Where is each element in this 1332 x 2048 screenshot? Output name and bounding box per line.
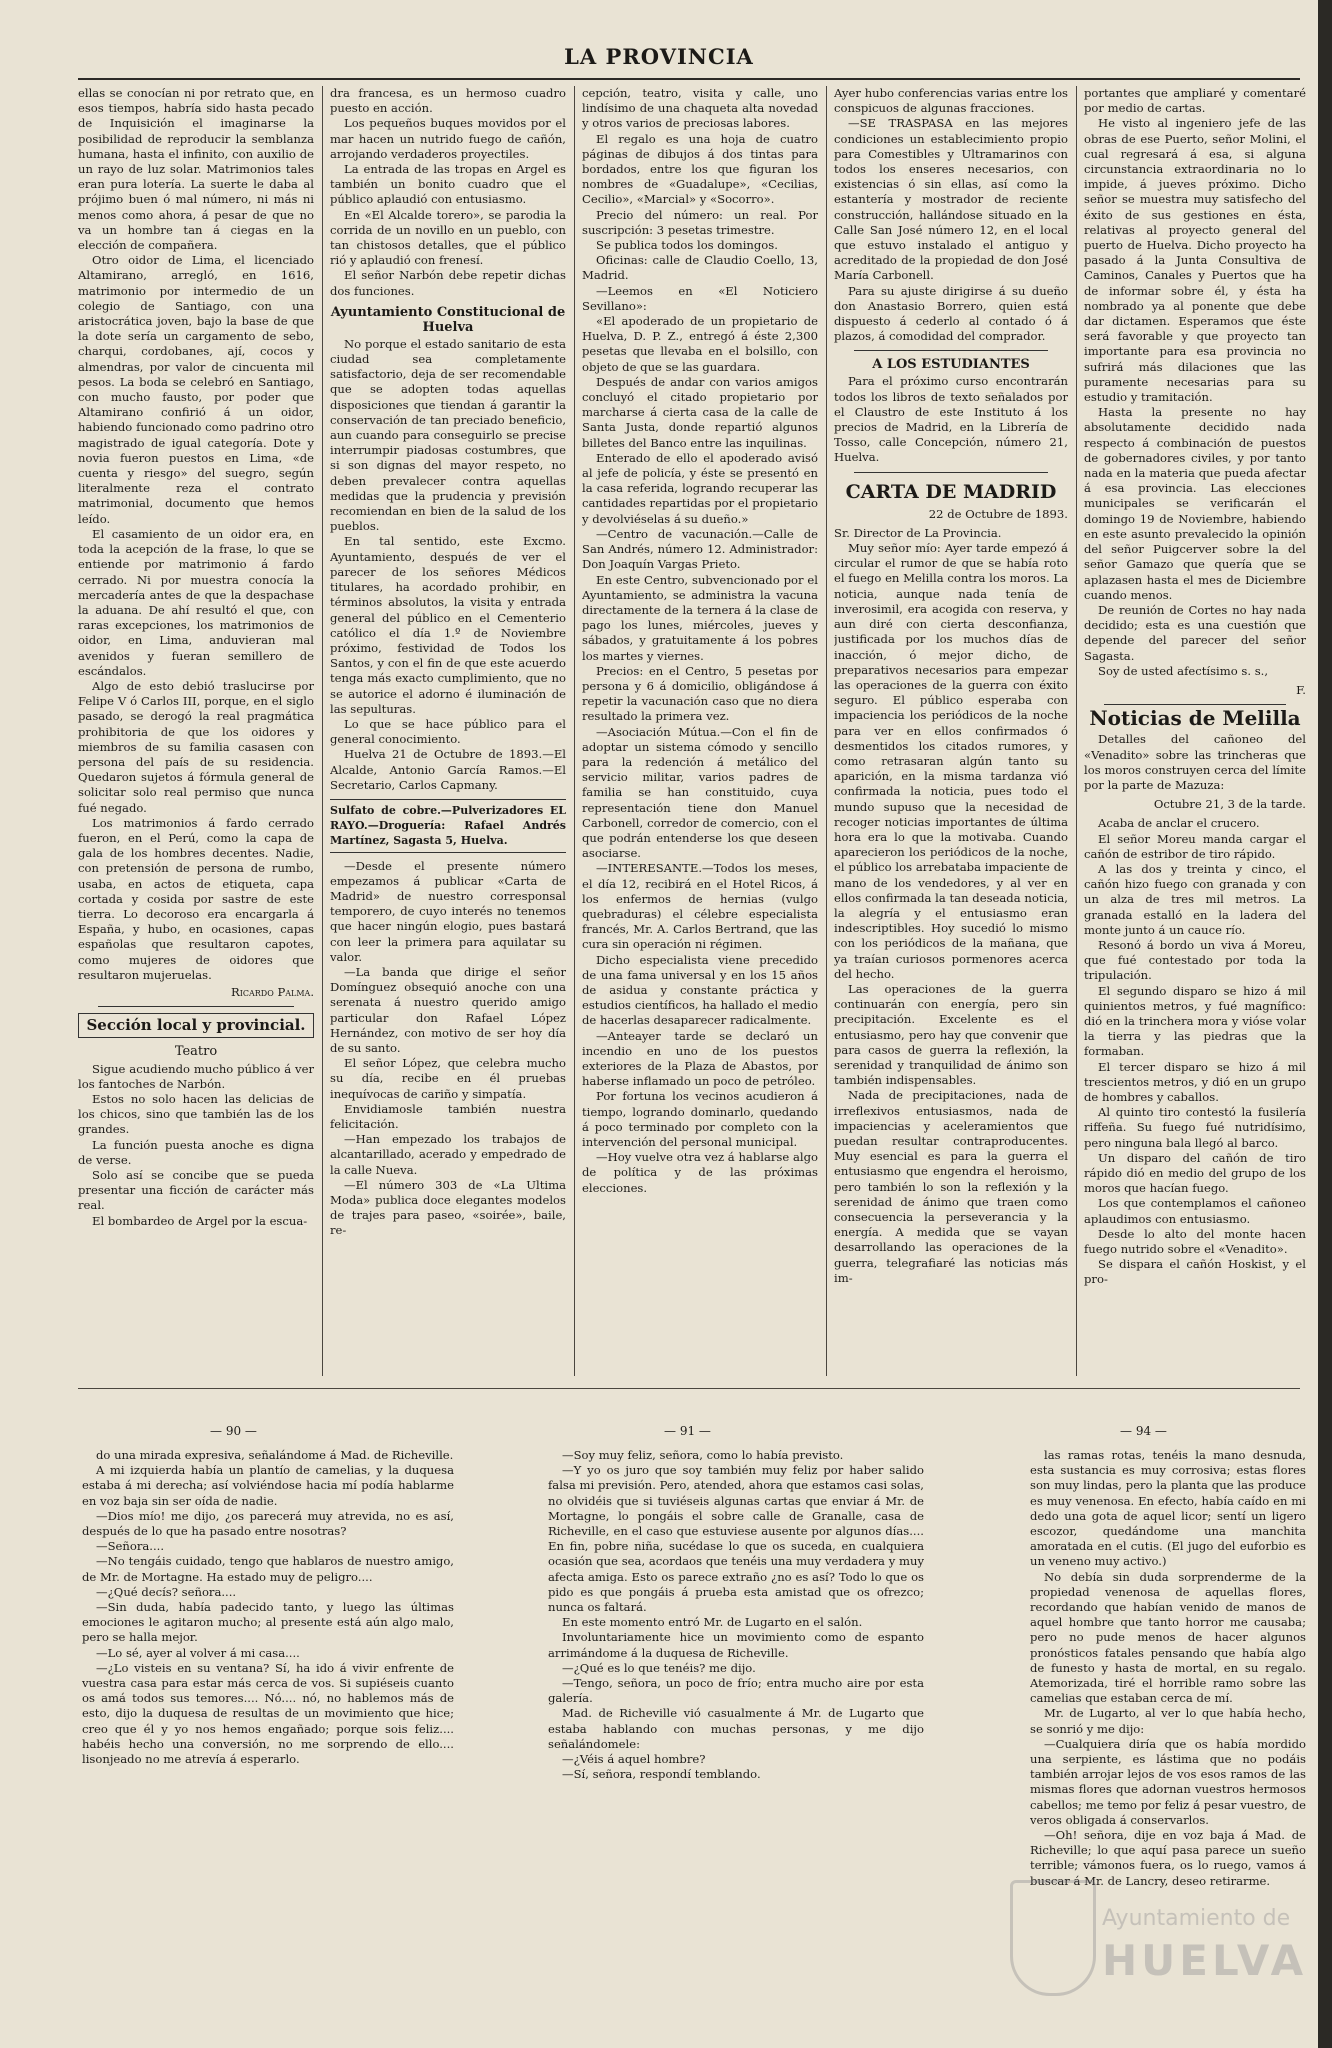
paragraph: ellas se conocían ni por retrato que, en esos tiempos, habría sido hasta pecado de Inquisición el imaginarse la posibilidad de reproducir la semblanza humana, hasta el infinito, con auxilio de un rayo de luz solar. Matrimonios tales eran pura lotería. La suerte le daba al prójimo buen ó mal número, ni más ni menos como ahora, á pesar de que no va un hombre tan á ciegas en la elección de compañera. [78, 86, 314, 253]
masthead-title: LA PROVINCIA [564, 44, 754, 69]
paragraph: —¿Lo visteis en su ventana? Sí, ha ido á vivir enfrente de vuestra casa para estar más cerca de vos. Si supiéseis cuanto os amá todos sus temores.... Nó.... nó, no hablemos más de esto, dijo la duquesa de resultas de un movimiento que hice; creo que él y yo nos hemos engañado; porque sois feliz.... habéis hecho una conversión, no me sorprendo de ello.... lisonjeado no me atrevía á esperarlo. [82, 1660, 454, 1767]
paragraph: Otro oidor de Lima, el licenciado Altamirano, arregló, en 1616, matrimonio por intermedio de un colegio de Santiago, con una aristocrática joven, bajo la base de que la dote sería un cargamento de sebo, charqui, cordobanes, ají, cocos y almendras, por valor de cincuenta mil pesos. La boda se celebró en Santiago, con mucho fausto, por poder que Altamirano confirió á un oidor, habiendo funcionado como padrino otro magistrado de igual categoría. Dote y novia fueron puestos en Lima, «de cuenta y riesgo» del suegro, según literalmente reza el contrato matrimonial, documento que hemos leído. [78, 253, 314, 526]
paragraph: El bombardeo de Argel por la escua- [92, 1213, 308, 1228]
signature: Ricardo Palma. [230, 984, 314, 999]
paragraph: Precio del número: un real. Por suscripción: 3 pesetas trimestre. [582, 207, 818, 237]
paragraph: —¿Véis á aquel hombre? [562, 1752, 706, 1767]
column-1 [78, 86, 314, 1376]
paragraph: —Sí, señora, respondí temblando. [562, 1767, 761, 1782]
divider [1104, 704, 1286, 705]
paragraph: El señor Narbón debe repetir dichas dos funciones. [330, 268, 566, 298]
paragraph: —La banda que dirige el señor Domínguez obsequió anoche con una serenata á nuestro querido amigo particular don Rafael López Hernández, con motivo de ser hoy día de su santo. [330, 964, 566, 1055]
paragraph: —Han empezado los trabajos de alcantarillado, acerado y empedrado de la calle Nueva. [330, 1132, 566, 1177]
paragraph: En «El Alcalde torero», se parodia la corrida de un novillo en un pueblo, con tan chistosos detalles, que el público rió y aplaudió con frenesí. [330, 207, 566, 268]
paragraph: Muy señor mío: Ayer tarde empezó á circular el rumor de que se había roto el fuego en Melilla contra los moros. La noticia, aunque nada tenía de inverosimil, era acogida con reserva, y aun diré con cierta desconfianza, justificada por los muchos días de inacción, ó mejor dicho, de preparativos necesarios para empezar las operaciones de la guerra con éxito seguro. El público esperaba con impaciencia los periódicos de la noche para ver en ellos confirmados ó desmentidos los citados rumores, y como retrasaran algún tanto su aparición, en la misma tardanza vió confirmada la noticia, pues todo el mundo supuso que la necesidad de recoger noticias importantes de última hora era lo que la motivaba. Cuando aparecieron los periódicos de la noche, el público los arrebataba impaciente de mano de los vendedores, y al ver en ellos confirmada la tan deseada noticia, la alegría y el entusiasmo eran indescriptibles. Hoy sucedió lo mismo con los periódicos de la mañana, que ya traían curiosos pormenores acerca del hecho. [834, 541, 1068, 981]
feuilleton-middle [548, 1448, 924, 1918]
paragraph: Resonó á bordo un viva á Moreu, que fué contestado por toda la tripulación. [1084, 937, 1306, 983]
paragraph: Algo de esto debió traslucirse por Felipe V ó Carlos III, porque, en el siglo pasado, se derogó la real pragmática prohibitoria de que los oidores y miembros de su familia casasen con persona del país de su residencia. Quedaron sujetos á fórmula general de solicitar solo real permiso que nunca fué negado. [78, 678, 314, 815]
paragraph: Sigue acudiendo mucho público á ver los fantoches de Narbón. [78, 1061, 314, 1091]
paragraph: El casamiento de un oidor era, en toda la acepción de la frase, lo que se entiende por matrimonio á fardo cerrado. Ni por muestra conocía la mercadería antes de que la despachase la aduana. De ahí resultó el que, con raras excepciones, los matrimonios de oidor, en Lima, anduvieran mal avenidos y fueran semillero de escándalos. [78, 526, 314, 678]
column-2 [330, 86, 566, 1376]
paragraph: Envidiamosle también nuestra felicitación. [330, 1101, 566, 1131]
paragraph: El segundo disparo se hizo á mil quinientos metros, y fué magnífico: dió en la trinchera mora y vióse volar la tierra y las piedras que la formaban. [1084, 983, 1306, 1059]
paragraph: No debía sin duda sorprenderme de la propiedad venenosa de aquellas flores, recordando que habían venido de manos de aquel hombre que tanto horror me causaba; pero no pude menos de hacer algunos pronósticos fatales pensando que había algo de funesto y hasta de mortal, en su regalo. Atemorizada, tiré el horrible ramo sobre las camelias que estaban cerca de mí. [1030, 1569, 1306, 1706]
paragraph: Los que contemplamos el cañoneo aplaudimos con entusiasmo. [1084, 1196, 1306, 1226]
article-heading: Ayuntamiento Constitucional de Huelva [330, 304, 566, 335]
paragraph: las ramas rotas, tenéis la mano desnuda, esta sustancia es muy corrosiva; estas flores son muy lindas, pero la planta que las produce es muy venenosa. En efecto, había caído en mi dedo una gota de aquel licor; sentí un ligero escozor, quedándome una manchita amoratada en el cutis. (El jugo del euforbio es un veneno muy activo.) [1030, 1448, 1306, 1569]
paragraph: En tal sentido, este Excmo. Ayuntamiento, después de ver el parecer de los señores Médicos titulares, ha acordado prohibir, en términos absolutos, la visita y entrada general del público en el Cementerio católico el día 1.º de Noviembre próximo, festividad de Todos los Santos, y con el fin de que este acuerdo tenga más exacto cumplimiento, que no se autorice el adorno é iluminación de las sepulturas. [330, 534, 566, 716]
paragraph: portantes que ampliaré y comentaré por medio de cartas. [1084, 86, 1306, 116]
paragraph: En este momento entró Mr. de Lugarto en el salón. [562, 1615, 863, 1630]
paragraph: Enterado de ello el apoderado avisó al jefe de policía, y éste se presentó en la casa referida, logrando recuperar las cantidades repartidas por el propietario y devolviéselas á su dueño.» [582, 450, 818, 526]
paragraph: Se publica todos los domingos. [596, 238, 778, 253]
paragraph: Para su ajuste dirigirse á su dueño don Anastasio Borrero, quien está dispuesto á cederlo al contado ó á plazos, á comodidad del comprador. [834, 283, 1068, 344]
paragraph: Soy de usted afectísimo s. s., [1098, 663, 1269, 678]
paragraph: El regalo es una hoja de cuatro páginas de dibujos á dos tintas para bordados, entre los que figuran los nombres de «Guadalupe», «Cecilias, Cecilio», «Marcial» y «Socorro». [582, 131, 818, 207]
paragraph: En este Centro, subvencionado por el Ayuntamiento, se administra la vacuna directamente de la ternera á la clase de pago los lunes, miércoles, jueves y sábados, y gratuitamente á los pobres los martes y viernes. [582, 572, 818, 663]
paragraph: —Y yo os juro que soy también muy feliz por haber salido falsa mi previsión. Pero, atended, ahora que estamos casi solas, no olvidéis que si tuviéseis algunas cartas que enviar á Mr. de Mortagne, lo pongáis el sobre calle de Granalle, casa de Richeville, en el caso que estuviese ausente por algunos días.... En fin, pobre niña, sucédase lo que os suceda, en cualquiera ocasión que sea, acordaos que tenéis una muy verdadera y muy afecta amiga. Esto os parece extraño ¿no es así? Todo lo que os pido es que pongáis á prueba esta amistad que os ofrezco; nunca os faltará. [548, 1463, 924, 1615]
carta-recipient: Sr. Director de La Provincia. [834, 525, 1002, 540]
page-number: — 90 — [210, 1424, 257, 1438]
paragraph: Las operaciones de la guerra continuarán con energía, pero sin precipitación. Excelente es el entusiasmo, pero hay que convenir que para casos de guerra la reflexión, la serenidad y tranquilidad de ánimo son también indispensables. [834, 981, 1068, 1088]
box-title: A LOS ESTUDIANTES [872, 357, 1030, 373]
paragraph: A las dos y treinta y cinco, el cañón hizo fuego con granada y con un alza de tres mil metros. La granada estalló en la ladera del monte junto á un cauce río. [1084, 861, 1306, 937]
paragraph: Por fortuna los vecinos acudieron á tiempo, logrando dominarlo, quedando á poco terminado por completo con la intervención del personal municipal. [582, 1089, 818, 1150]
paragraph: —Lo sé, ayer al volver á mi casa.... [96, 1645, 300, 1660]
paragraph: Huelva 21 de Octubre de 1893.—El Alcalde, Antonio García Ramos.—El Secretario, Carlos Capmany. [330, 747, 566, 792]
paragraph: El señor Moreu manda cargar el cañón de estribor de tiro rápido. [1084, 831, 1306, 861]
paragraph: —Hoy vuelve otra vez á hablarse algo de política y de las próximas elecciones. [582, 1150, 818, 1195]
paragraph: —No tengáis cuidado, tengo que hablaros de nuestro amigo, de Mr. de Mortagne. Ha estado muy de peligro.... [82, 1554, 454, 1584]
paragraph: Los pequeños buques movidos por el mar hacen un nutrido fuego de cañón, arrojando verdaderos proyectiles. [330, 116, 566, 161]
paragraph: Después de andar con varios amigos concluyó el citado propietario por marcharse á cierta casa de la calle de Santa Justa, donde repartió algunos billetes del Banco entre las inquilinas. [582, 374, 818, 450]
paragraph: Solo así se concibe que se pueda presentar una ficción de carácter más real. [78, 1168, 314, 1213]
paragraph: Involuntariamente hice un movimiento como de espanto arrimándome á la duquesa de Richeville. [548, 1630, 924, 1660]
column-4 [834, 86, 1068, 1376]
feuilleton-separator [78, 1388, 1300, 1389]
column-5 [1084, 86, 1306, 1376]
paragraph: do una mirada expresiva, señalándome á Mad. de Richeville. [96, 1448, 454, 1462]
scan-edge [1318, 0, 1332, 2048]
column-rule [826, 86, 827, 1376]
dateline: Octubre 21, 3 de la tarde. [1153, 797, 1306, 812]
advertisement: Sulfato de cobre.—Pulverizadores EL RAYO.—Droguería: Rafael Andrés Martínez, Sagasta 5, Huelva. [330, 799, 566, 853]
paragraph: Lo que se hace público para el general conocimiento. [330, 716, 566, 747]
watermark-logo [1010, 1870, 1310, 2040]
paragraph: —Dios mío! me dijo, ¿os parecerá muy atrevida, no es así, después de lo que ha pasado entre nosotras? [82, 1508, 454, 1539]
divider [854, 350, 1048, 351]
paragraph: Para el próximo curso encontrarán todos los libros de texto señalados por el Claustro de este Instituto á los precios de Madrid, en la Librería de Tosso, calle Concepción, número 21, Huelva. [834, 374, 1068, 465]
coat-of-arms-icon [1010, 1880, 1096, 1996]
paragraph: —Sin duda, había padecido tanto, y luego las últimas emociones le agitaron mucho; al presente está aún algo malo, pero se halla mejor. [82, 1600, 454, 1645]
paragraph: —¿Qué es lo que tenéis? me dijo. [562, 1660, 756, 1675]
carta-date: 22 de Octubre de 1893. [928, 506, 1068, 521]
paragraph: De reunión de Cortes no hay nada decidido; esta es una cuestión que depende del parecer del señor Sagasta. [1084, 602, 1306, 663]
paragraph: Se dispara el cañón Hoskist, y el pro- [1084, 1257, 1306, 1287]
paragraph: He visto al ingeniero jefe de las obras de ese Puerto, señor Molini, el cual regresará á esa, si alguna circunstancia extraordinaria no lo impide, á jueves próximo. Dicho señor se muestra muy satisfecho del éxito de sus gestiones en ésta, relativas al proyecto general del puerto de Huelva. Dicho proyecto ha pasado á la Junta Consultiva de Caminos, Canales y Puertos que ha de informar sobre él, y ésta ha nombrado ya al ponente que debe dar dictamen. Esperamos que éste será favorable y que proyecto tan importante para esa provincia no sufrirá más dilaciones que las puramente necesarias para su estudio y tramitación. [1084, 116, 1306, 405]
melilla-title: Noticias de Melilla [1089, 706, 1301, 731]
paragraph: —Leemos en «El Noticiero Sevillano»: [582, 283, 818, 313]
col1-body [78, 86, 314, 983]
section-title: Sección local y provincial. [78, 1013, 314, 1038]
paragraph: —INTERESANTE.—Todos los meses, el día 12, recibirá en el Hotel Ricos, á los enfermos de hernias (vulgo quebraduras) el célebre especialista francés, Mr. A. Carlos Bertrand, que las cura sin operación ni régimen. [582, 861, 818, 952]
paragraph: «El apoderado de un propietario de Huelva, D. P. Z., entregó á éste 2,300 pesetas que llevaba en el bolsillo, con objeto de que se las guardara. [582, 314, 818, 374]
watermark-line2: HUELVA [1102, 1936, 1308, 1985]
feuilleton-left [82, 1448, 454, 1918]
paragraph: —Cualquiera diría que os había mordido una serpiente, es lástima que no podáis también arrojar lejos de vos esos ramos de las mismas flores que adornan vuestros hermosos cabellos; me temo por feliz á pesar vuestro, de veros obligada á conservarlos. [1030, 1736, 1306, 1827]
paragraph: —Soy muy feliz, señora, como lo había previsto. [562, 1448, 844, 1462]
paragraph: Al quinto tiro contestó la fusilería riffeña. Su fuego fué nutridísimo, pero ninguna bala llegó al barco. [1084, 1105, 1306, 1150]
paragraph: —Señora.... [96, 1539, 165, 1554]
paragraph: Detalles del cañoneo del «Venadito» sobre las trincheras que los moros construyen cerca del límite por la parte de Mazuza: [1084, 732, 1306, 792]
paragraph: El tercer disparo se hizo á mil trescientos metros, y dió en un grupo de hombres y caballos. [1084, 1059, 1306, 1104]
paragraph: —Tengo, señora, un poco de frío; entra mucho aire por esta galería. [548, 1676, 924, 1706]
paragraph: El señor López, que celebra mucho su día, recibe en él pruebas inequívocas de cariño y simpatía. [330, 1056, 566, 1101]
paragraph: —SE TRASPASA en las mejores condiciones un establecimiento propio para Comestibles y Ultramarinos con todos los enseres necesarios, con existencias ó sin ellas, así como la estantería y mostrador de reciente construcción, hallándose situado en la Calle San José número 12, en el local que estuvo instalado el antiguo y acreditado de la propiedad de don José María Carbonell. [834, 116, 1068, 283]
signature: F. [1296, 682, 1306, 697]
paragraph: Desde lo alto del monte hacen fuego nutrido sobre el «Venadito». [1084, 1226, 1306, 1257]
paragraph: —Anteayer tarde se declaró un incendio en uno de los puestos exteriores de la Plaza de Abastos, por haberse inflamado un poco de petróleo. [582, 1028, 818, 1089]
paragraph: —Desde el presente número empezamos á publicar «Carta de Madrid» de nuestro corresponsal temporero, de cuyo interés no tenemos que hacer ningún elogio, pues bastará con leer la primera para aquilatar su valor. [330, 858, 566, 964]
paragraph: Dicho especialista viene precedido de una fama universal y en los 15 años de asidua y constante práctica y estudios científicos, ha hallado el medio de hacerlas desaparecer radicalmente. [582, 952, 818, 1028]
paragraph: cepción, teatro, visita y calle, uno lindísimo de una chaqueta alta novedad y otros varios de preciosas labores. [582, 86, 818, 131]
divider [98, 1006, 294, 1007]
paragraph: Estos no solo hacen las delicias de los chicos, sino que también las de los grandes. [78, 1092, 314, 1137]
feuilleton-right [1030, 1448, 1306, 1918]
carta-title: CARTA DE MADRID [845, 480, 1057, 503]
masthead-rule [78, 78, 1300, 80]
paragraph: A mi izquierda había un plantío de camelias, y la duquesa estaba á mi derecha; así volviéndose hacia mí podía hablarme en voz baja sin ser oída de nadie. [82, 1463, 454, 1508]
paragraph: —¿Qué decís? señora.... [96, 1584, 237, 1599]
watermark-line1: Ayuntamiento de [1102, 1906, 1291, 1931]
paragraph: Precios: en el Centro, 5 pesetas por persona y 6 á domicilio, obligándose á repetir la vacunación caso que no diera resultado la primera vez. [582, 663, 818, 724]
paragraph: La entrada de las tropas en Argel es también un bonito cuadro que el público aplaudió con entusiasmo. [330, 162, 566, 207]
subhead: Teatro [174, 1044, 218, 1060]
paragraph: Nada de precipitaciones, nada de irreflexivos entusiasmos, nada de impaciencias y aceleramientos que puedan resultar contraproducentes. Muy esencial es para la guerra el entusiasmo que engendra el heroismo, pero también lo son la reflexión y la serenidad de ánimo que traen como consecuencia la perseverancia y la energía. A medida que se vayan desarrollando las operaciones de la guerra, telegrafiaré las noticias más im- [834, 1088, 1068, 1285]
paragraph: Hasta la presente no hay absolutamente decidido nada respecto á combinación de puestos de gobernadores civiles, y por tanto nada en la materia que pueda afectar á esa provincia. Las elecciones municipales se verificarán el domingo 19 de Noviembre, habiendo en este asunto prevalecido la opinión del señor Puigcerver sobre la del señor Gamazo que quería que se aplazasen hasta el mes de Diciembre cuando menos. [1084, 405, 1306, 602]
paragraph: Mad. de Richeville vió casualmente á Mr. de Lugarto que estaba hablando con muchas personas, y me dijo señalándomele: [548, 1706, 924, 1751]
paragraph: Un disparo del cañón de tiro rápido dió en medio del grupo de los moros que hacían fuego. [1084, 1150, 1306, 1196]
paragraph: Los matrimonios á fardo cerrado fueron, en el Perú, como la capa de gala de los hombres decentes. Nadie, con pretensión de persona de rumbo, usaba, en actos de etiqueta, capa cortada y cosida por sastre de este tierra. Lo decoroso era encargarla á España, y hubo, en ocasiones, capas españolas que resultaron capotes, como mujeres de oidores que resultaron mujeruelas. [78, 815, 314, 982]
paragraph: Acaba de anclar el crucero. [1098, 816, 1260, 831]
column-rule [574, 86, 575, 1376]
paragraph: dra francesa, es un hermoso cuadro puesto en acción. [330, 86, 566, 116]
paragraph: La función puesta anoche es digna de verse. [78, 1137, 314, 1167]
paragraph: Ayer hubo conferencias varias entre los conspicuos de algunas fracciones. [834, 86, 1068, 116]
page-number: — 91 — [664, 1424, 711, 1438]
column-3 [582, 86, 818, 1376]
paragraph: —Centro de vacunación.—Calle de San Andrés, número 12. Administrador: Don Joaquín Vargas Prieto. [582, 526, 818, 572]
paragraph: Oficinas: calle de Claudio Coello, 13, Madrid. [582, 253, 818, 283]
paragraph: —El número 303 de «La Ultima Moda» publica doce elegantes modelos de trajes para paseo, «soirée», baile, re- [330, 1177, 566, 1238]
paragraph: No porque el estado sanitario de esta ciudad sea completamente satisfactorio, deja de ser recomendable que se adopten todas aquellas disposiciones que tiendan á garantir la conservación de tan preciado beneficio, aun cuando para conseguirlo se precise interrumpir piadosas costumbres, que si son dignas del mayor respeto, no deben prevalecer contra aquellas medidas que la prudencia y previsión recomiendan en bien de la salud de los pueblos. [330, 336, 566, 534]
paragraph: Mr. de Lugarto, al ver lo que había hecho, se sonrió y me dijo: [1030, 1706, 1306, 1736]
divider [854, 472, 1048, 473]
paragraph: —Oh! señora, dije en voz baja á Mad. de Richeville; lo que aquí pasa parece un sueño terrible; vámonos fuera, os lo ruego, vamos á buscar á Mr. de Lancry, deseo retirarme. [1030, 1828, 1306, 1888]
paragraph: —Asociación Mútua.—Con el fin de adoptar un sistema cómodo y sencillo para la redención á metálico del servicio militar, varios padres de familia se han constituido, cuya representación tiene don Manuel Carbonell, corredor de comercio, con el que podrán entenderse los que deseen asociarse. [582, 724, 818, 861]
page-number: — 94 — [1120, 1424, 1167, 1438]
column-rule [1076, 86, 1077, 1376]
column-rule [322, 86, 323, 1376]
